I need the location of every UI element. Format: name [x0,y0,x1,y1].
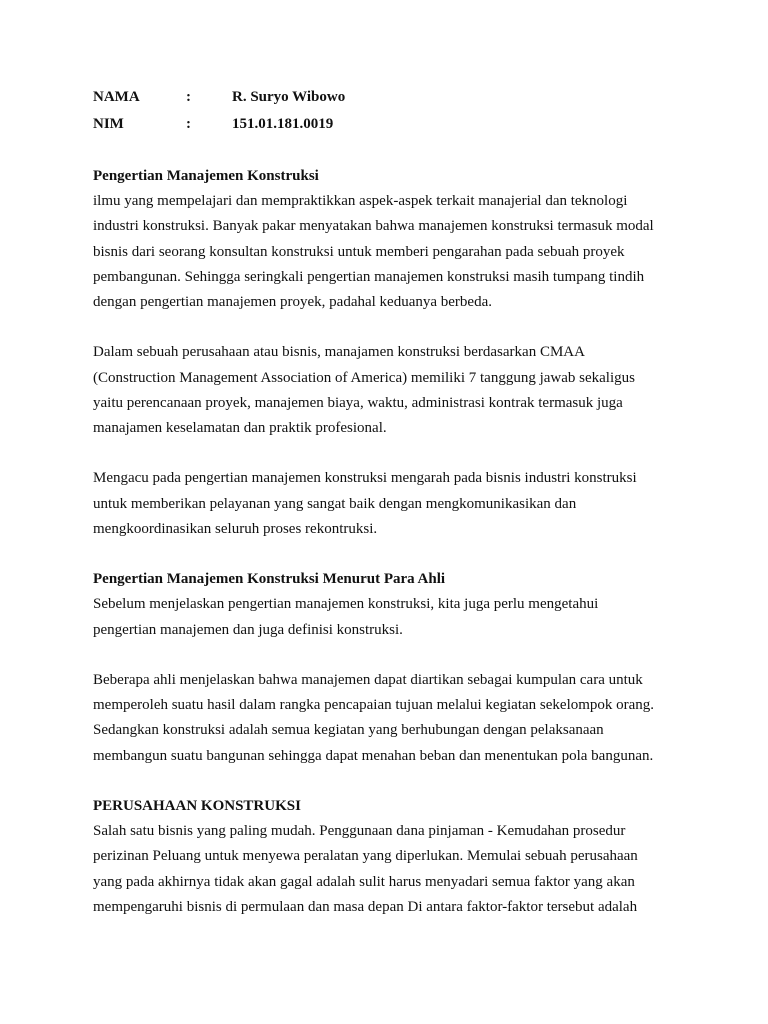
section-heading-para-ahli: Pengertian Manajemen Konstruksi Menurut Para Ahli [93,571,446,588]
paragraph-line: membangun suatu bangunan sehingga dapat menahan beban dan menentukan pola bangunan. [93,747,654,764]
nim-label: NIM [93,116,124,132]
paragraph-cmaa [93,340,683,441]
paragraph-line: pengertian manajemen dan juga definisi konstruksi. [93,621,403,638]
section-heading-perusahaan: PERUSAHAAN KONSTRUKSI [93,798,301,814]
paragraph-line: Salah satu bisnis yang paling mudah. Penggunaan dana pinjaman - Kemudahan prosedur [93,823,626,840]
paragraph-line: Beberapa ahli menjelaskan bahwa manajemen dapat diartikan sebagai kumpulan cara untuk [93,672,643,688]
paragraph-line: dengan pengertian manajemen proyek, padahal keduanya berbeda. [93,294,492,311]
nim-colon: : [186,116,191,132]
paragraph-line: yang pada akhirnya tidak akan gagal adalah sulit harus menyadari semua faktor yang akan [93,873,635,890]
paragraph-line: bisnis dari seorang konsultan konstruksi untuk memberi pengarahan pada sebuah proyek [93,243,625,260]
name-field-row [93,86,683,113]
paragraph-line: yaitu perencanaan proyek, manajemen biaya, waktu, administrasi kontrak termasuk juga [93,394,623,411]
paragraph-line: Sebelum menjelaskan pengertian manajemen konstruksi, kita juga perlu mengetahui [93,596,599,613]
paragraph-definition [93,189,683,315]
name-value: R. Suryo Wibowo [232,89,346,105]
paragraph-line: untuk memberikan pelayanan yang sangat baik dengan mengkomunikasikan dan [93,495,577,512]
paragraph-line: Sedangkan konstruksi adalah semua kegiatan yang berhubungan dengan pelaksanaan [93,722,604,739]
paragraph-line: Dalam sebuah perusahaan atau bisnis, manajamen konstruksi berdasarkan CMAA [93,344,585,361]
paragraph-line: pembangunan. Sehingga seringkali pengertian manajemen konstruksi masih tumpang tindih [93,268,645,285]
name-label: NAMA [93,89,140,105]
document-content [93,86,683,920]
paragraph-salah-satu [93,819,683,920]
paragraph-line: memperoleh suatu hasil dalam rangka pencapaian tujuan melalui kegiatan sekelompok orang. [93,697,655,714]
paragraph-mengacu [93,466,683,542]
paragraph-line: ilmu yang mempelajari dan mempraktikkan aspek-aspek terkait manajerial dan teknologi [93,193,628,210]
paragraph-sebelum [93,592,683,642]
paragraph-line: perizinan Peluang untuk menyewa peralatan yang diperlukan. Memulai sebuah perusahaan [93,848,638,865]
paragraph-line: mempengaruhi bisnis di permulaan dan masa depan Di antara faktor-faktor tersebut adalah [93,898,638,915]
name-colon: : [186,89,191,105]
paragraph-line: industri konstruksi. Banyak pakar menyatakan bahwa manajemen konstruksi termasuk modal [93,218,654,235]
paragraph-line: (Construction Management Association of America) memiliki 7 tanggung jawab sekaligus [93,369,635,386]
paragraph-line: manajamen keselamatan dan praktik profesional. [93,420,387,437]
paragraph-line: Mengacu pada pengertian manajemen konstruksi mengarah pada bisnis industri konstruksi [93,470,637,487]
nim-field-row [93,113,683,140]
nim-value: 151.01.181.0019 [232,116,334,132]
paragraph-beberapa-ahli [93,668,683,769]
paragraph-line: mengkoordinasikan seluruh proses rekontruksi. [93,520,378,537]
section-heading-pengertian: Pengertian Manajemen Konstruksi [93,168,319,184]
